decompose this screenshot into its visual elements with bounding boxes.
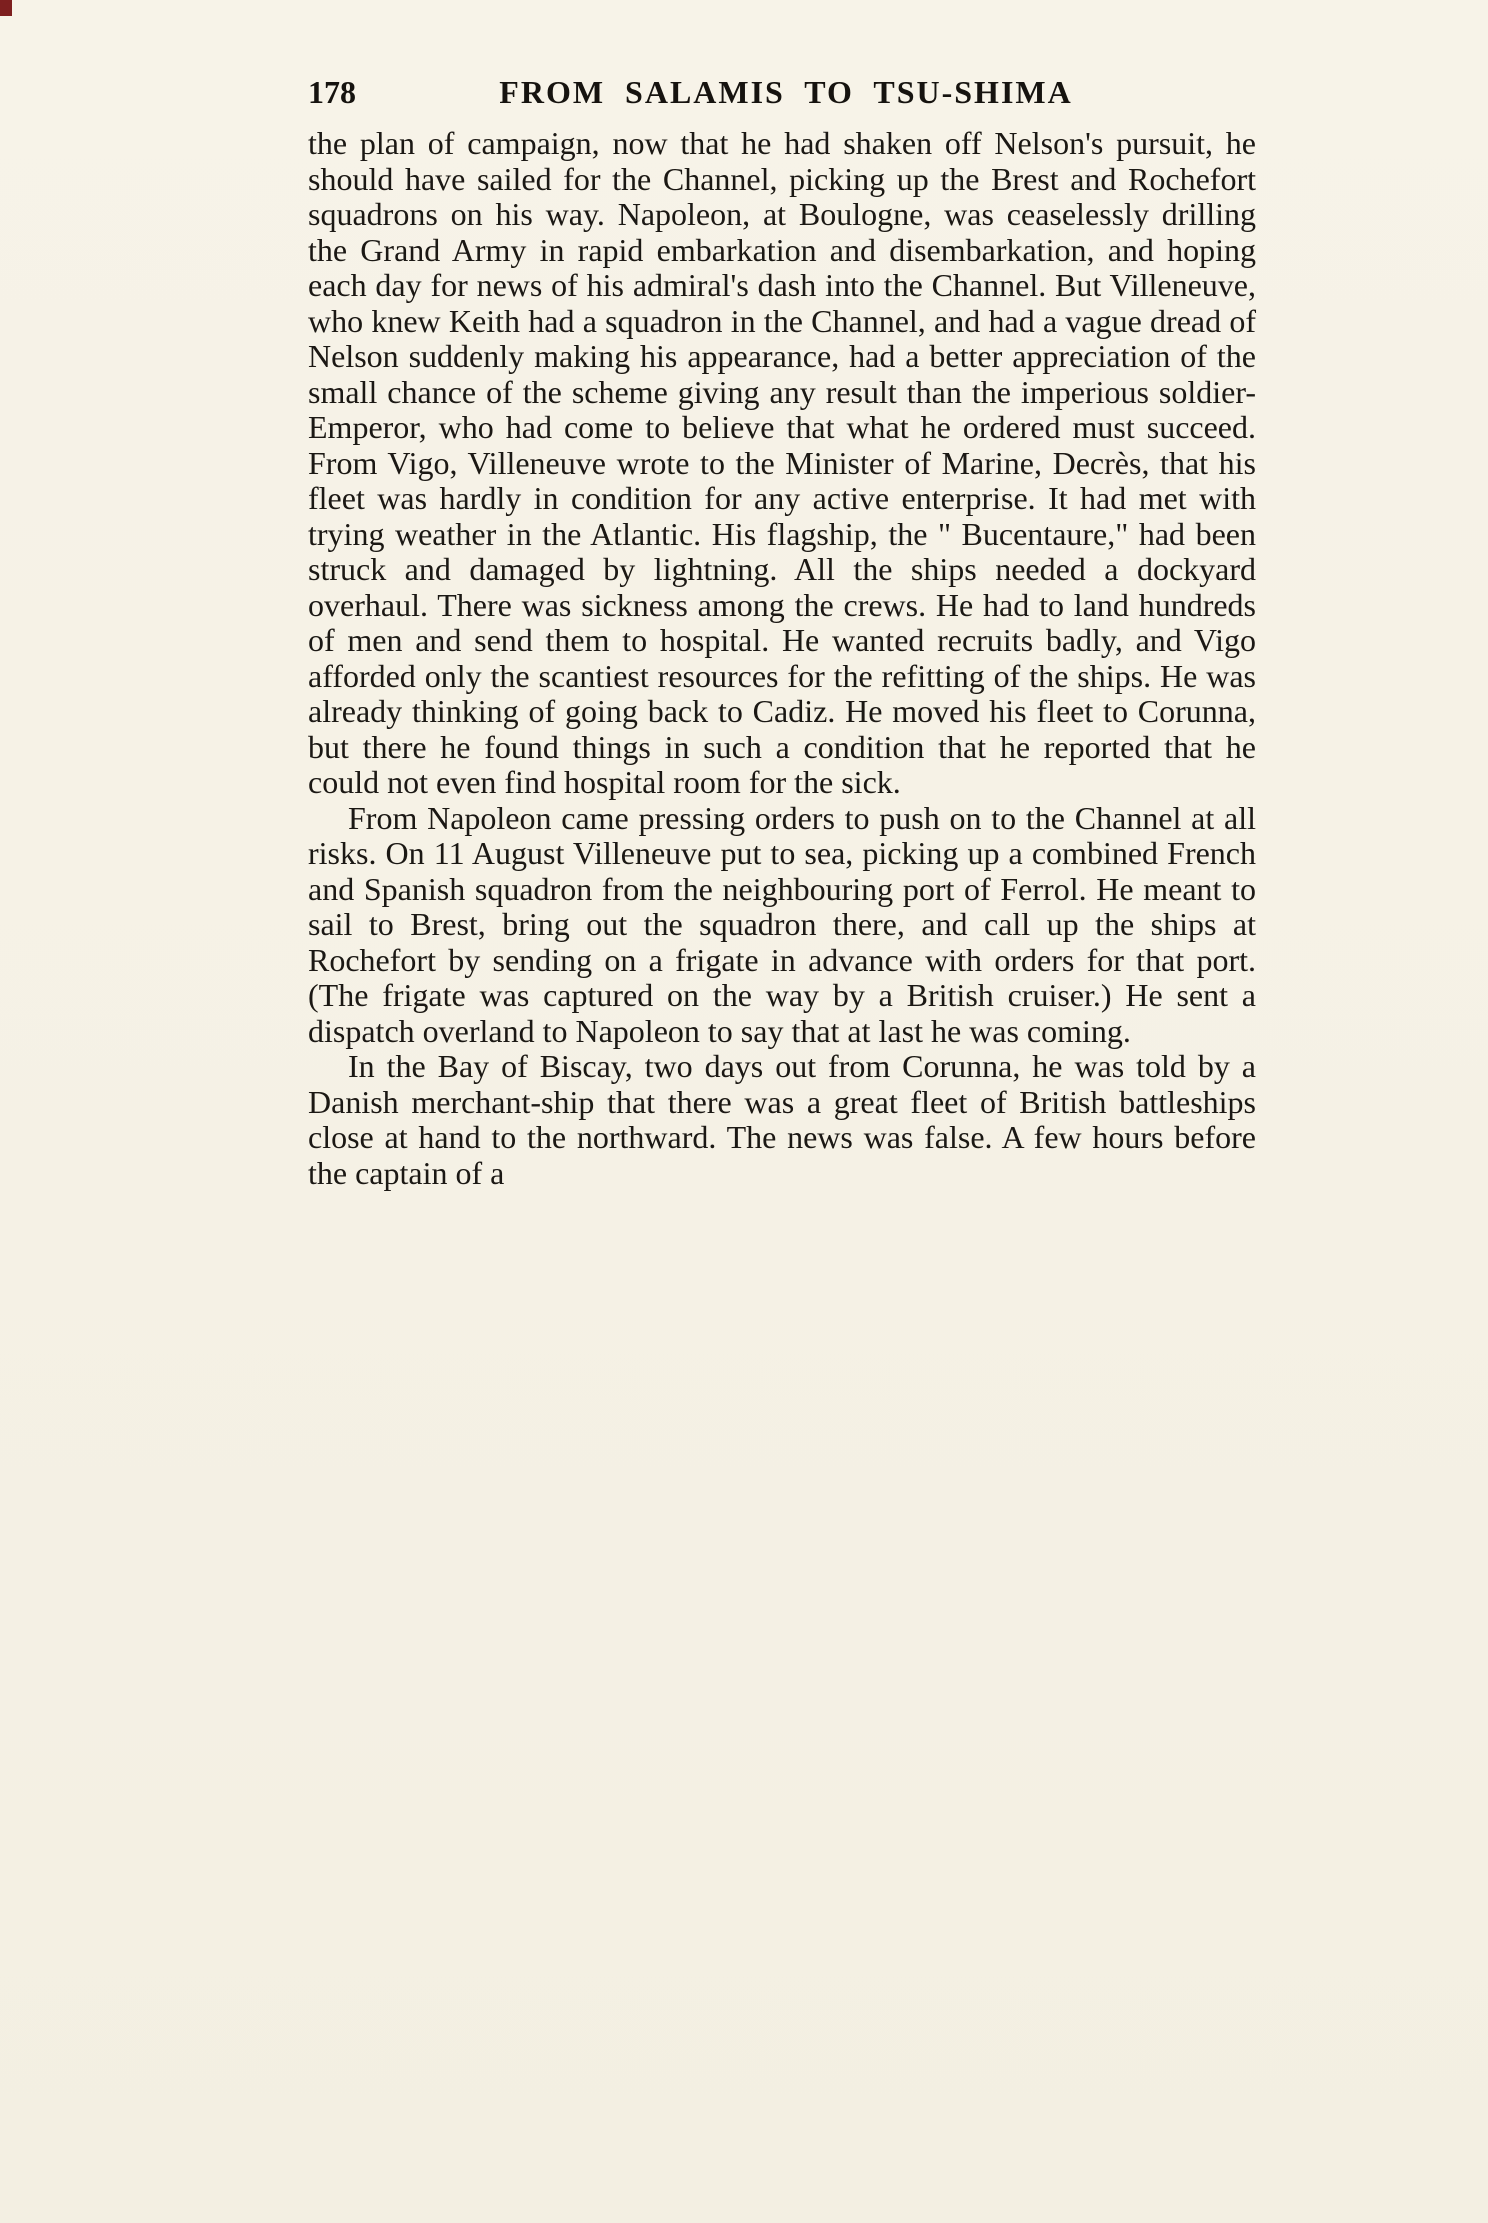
paragraph-3: In the Bay of Biscay, two days out from Corunna, he was told by a Danish merchant-ship that there was a great fleet of British battleships close at hand to the northward. The news was false. A few hours before the captain of a <box>308 1048 1256 1191</box>
running-header-title: FROM SALAMIS TO TSU-SHIMA <box>499 74 1073 110</box>
scan-corner-artifact <box>0 0 12 16</box>
page-body <box>308 126 1256 1191</box>
page-number: 178 <box>308 74 356 110</box>
book-page <box>308 74 1256 1191</box>
running-header <box>308 74 1256 110</box>
paragraph-2: From Napoleon came pressing orders to push on to the Channel at all risks. On 11 August Villeneuve put to sea, picking up a combined French and Spanish squadron from the neighbouring port of Ferrol. He meant to sail to Brest, bring out the squadron there, and call up the ships at Rochefort by sending on a frigate in advance with orders for that port. (The frigate was captured on the way by a British cruiser.) He sent a dispatch overland to Napoleon to say that at last he was coming. <box>308 799 1256 1049</box>
paragraph-1: the plan of campaign, now that he had shaken off Nelson's pursuit, he should have sailed for the Channel, picking up the Brest and Rochefort squadrons on his way. Napoleon, at Boulogne, was ceaselessly drilling the Grand Army in rapid embarkation and disembarkation, and hoping each day for news of his admiral's dash into the Channel. But Villeneuve, who knew Keith had a squadron in the Channel, and had a vague dread of Nelson suddenly making his appearance, had a better appreciation of the small chance of the scheme giving any result than the imperious soldier-Emperor, who had come to believe that what he ordered must succeed. From Vigo, Villeneuve wrote to the Minister of Marine, Decrès, that his fleet was hardly in condition for any active enterprise. It had met with trying weather in the Atlantic. His flagship, the " Bucentaure," had been struck and damaged by lightning. All the ships needed a dockyard overhaul. There was sickness among the crews. He had to land hundreds of men and send them to hospital. He wanted recruits badly, and Vigo afforded only the scantiest resources for the refitting of the ships. He was already thinking of going back to Cadiz. He moved his fleet to Corunna, but there he found things in such a condition that he reported that he could not even find hospital room for the sick. <box>308 125 1256 800</box>
